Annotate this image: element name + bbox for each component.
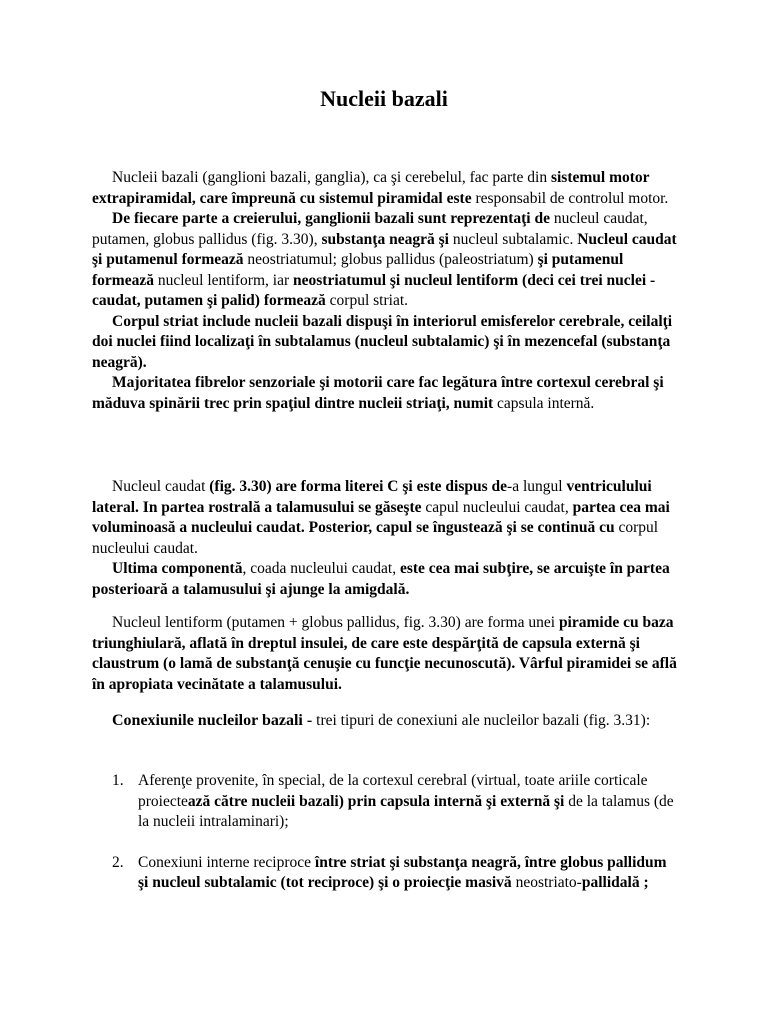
paragraph-connections: Conexiunile nucleilor bazali - trei tipuri de conexiuni ale nucleilor bazali (fig. 3.31): — [112, 712, 651, 729]
paragraph-intro: Nucleii bazali (ganglioni bazali, ganglia), ca şi cerebelul, fac parte din sistemul motor extrapiramidal, care împreună cu sistemul piramidal este responsabil de controlul motor. De fiecare parte a creierului, ganglionii bazali sunt reprezentaţi de nucleul caudat, putamen, globus pallidus (fig. 3.30), substanţa neagră şi nucleul subtalamic. Nucleul caudat şi putamenul formează neostriatumul; globus pallidus (paleostriatum) şi putamenul formează nucleul lentiform, iar neostriatumul şi nucleul lentiform (deci cei trei nuclei - caudat, putamen şi palid) formează corpul striat. Corpul striat include nucleii bazali dispuşi în interiorul emisferelor cerebrale, ceilalţi doi nuclei fiind localizaţi în subtalamus (nucleul subtalamic) şi în mezencefal (substanţa neagră). Majoritatea fibrelor senzoriale şi motorii care fac legătura între cortexul cerebral şi măduva spinării trec prin spaţiul dintre nucleii striaţi, numit capsula internă. — [92, 168, 678, 414]
page-title: Nucleii bazali — [320, 86, 448, 111]
paragraph-lentiform: Nucleul lentiform (putamen + globus pallidus, fig. 3.30) are forma unei piramide cu baza triunghiulară, aflată în dreptul insulei, de care este despărţită de capsula externă şi claustrum (o lamă de substanţă cenuşie cu funcţie necunoscută). Vârful piramidei se află în apropiata vecinătate a talamusului. — [92, 614, 677, 693]
connections-list — [92, 771, 678, 894]
paragraph-caudate-tail: Ultima componentă, coada nucleului caudat, este cea mai subţire, se arcuişte în partea posterioară a talamusului şi ajunge la amigdală. — [92, 560, 670, 598]
paragraph-internal-capsule: Majoritatea fibrelor senzoriale şi motorii care fac legătura între cortexul cerebral şi măduva spinării trec prin spaţiul dintre nucleii striaţi, numit capsula internă. — [92, 374, 664, 412]
paragraph-components: De fiecare parte a creierului, ganglionii bazali sunt reprezentaţi de nucleul caudat, putamen, globus pallidus (fig. 3.30), substanţa neagră şi nucleul subtalamic. Nucleul caudat şi putamenul formează neostriatumul; globus pallidus (paleostriatum) şi putamenul formează nucleul lentiform, iar neostriatumul şi nucleul lentiform (deci cei trei nuclei - caudat, putamen şi palid) formează corpul striat. — [92, 210, 677, 309]
list-item: 2. Conexiuni interne reciproce între striat şi substanţa neagră, între globus pallidum şi nucleul subtalamic (tot reciproce) şi o proiecţie masivă neostriato-pallidală ; — [112, 853, 667, 891]
paragraph-caudate: Nucleul caudat (fig. 3.30) are forma literei C şi este dispus de-a lungul ventriculului lateral. In partea rostrală a talamusului se găseşte capul nucleului caudat, partea cea mai voluminoasă a nucleului caudat. Posterior, capul se îngustează şi se continuă cu corpul nucleului caudat. Ultima componentă, coada nucleului caudat, este cea mai subţire, se arcuişte în partea posterioară a talamusului şi ajunge la amigdală. — [92, 477, 678, 600]
paragraph-corpus-striatum: Corpul striat include nucleii bazali dispuşi în interiorul emisferelor cerebrale, ceilalţi doi nuclei fiind localizaţi în subtalamus (nucleul subtalamic) şi în mezencefal (substanţa neagră). — [92, 312, 673, 371]
list-item: 1. Aferenţe provenite, în special, de la cortexul cerebral (virtual, toate ariile corticale proiectează către nucleii bazali) prin capsula internă şi externă şi de la talamus (de la nucleii intralaminari); — [112, 772, 674, 830]
